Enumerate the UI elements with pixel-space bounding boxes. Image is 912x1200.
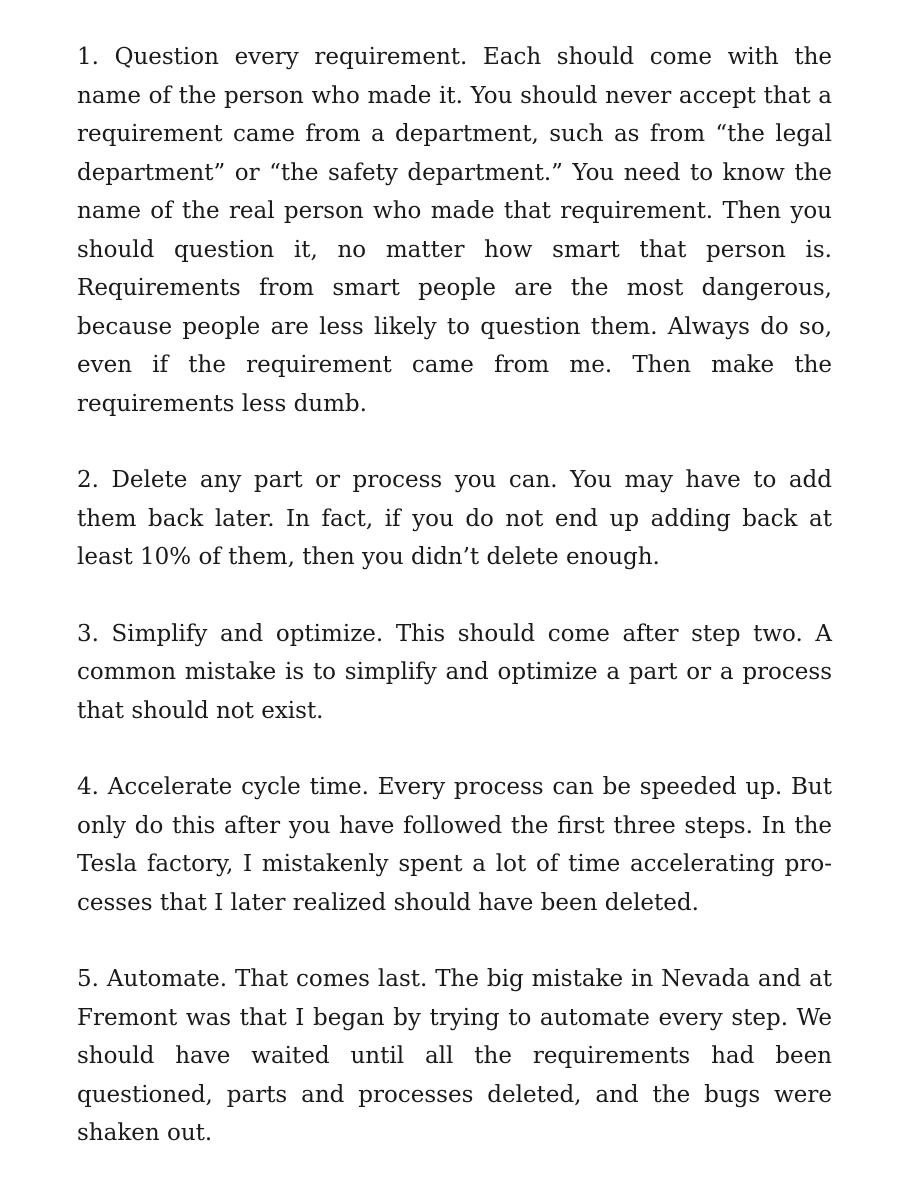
book-page-text <box>77 38 832 1191</box>
paragraph-step-2-delete: 2. Delete any part or process you can. You may have to add them back later. In fact, if you do not end up adding back at least 10% of them, then you didn’t delete enough. <box>77 467 832 570</box>
paragraph-step-3-simplify: 3. Simplify and optimize. This should come after step two. A common mistake is to simplify and optimize a part or a process that should not exist. <box>77 620 832 724</box>
paragraph-step-1-question-requirements: 1. Question every requirement. Each should come with the name of the person who made it. You should never accept that a requirement came from a department, such as from “the legal department” or “the safety department.” You need to know the name of the real person who made that requirement. Then you should question it, no matter how smart that person is. Requirements from smart people are the most dangerous, because people are less likely to question them. Always do so, even if the requirement came from me. Then make the requirements less dumb. <box>77 44 832 417</box>
paragraph-step-4-accelerate: 4. Accelerate cycle time. Every process can be speeded up. But only do this after you have followed the first three steps. In the Tesla factory, I mistakenly spent a lot of time accelerating processes that I later realized should have been deleted. <box>77 774 832 916</box>
paragraph-step-5-automate: 5. Automate. That comes last. The big mistake in Nevada and at Fremont was that I began by trying to automate every step. We should have waited until all the requirements had been questioned, parts and processes deleted, and the bugs were shaken out. <box>77 966 832 1146</box>
